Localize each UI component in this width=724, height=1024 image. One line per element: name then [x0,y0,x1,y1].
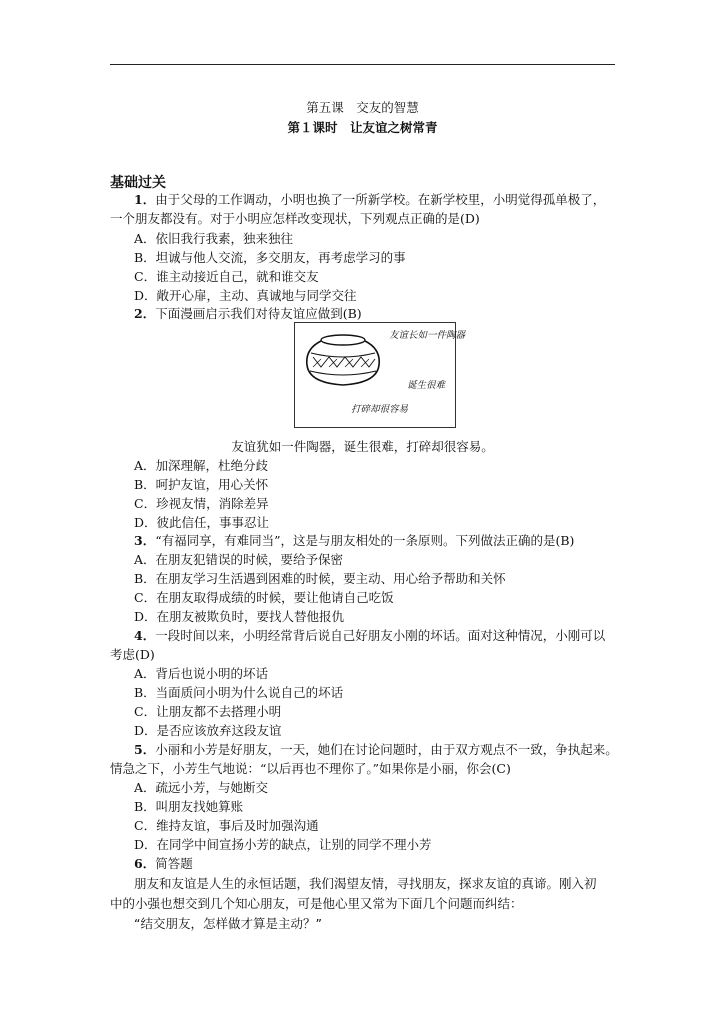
question-4-option-a: A．背后也说小明的坏话 [134,666,269,681]
question-3-number: 3． [134,533,156,548]
question-4-stem-line-1: 4．一段时间以来，小明经常背后说自己好朋友小刚的坏话。面对这种情况，小刚可以 [134,628,606,643]
question-1-option-c: C．谁主动接近自己，就和谁交友 [134,269,319,284]
question-3-option-b: B．在朋友学习生活遇到困难的时候，要主动、用心给予帮助和关怀 [134,571,506,586]
lesson-title: 第五课 交友的智慧 [306,100,419,115]
question-6-body-line-3: “结交朋友，怎样做才算是主动？” [134,916,322,931]
header-rule [110,64,615,65]
question-3-option-c: C．在朋友取得成绩的时候，要让他请自己吃饭 [134,590,394,605]
question-1-option-d: D．敞开心扉，主动、真诚地与同学交往 [134,288,357,303]
question-2-option-d: D．彼此信任，事事忍让 [134,515,270,530]
question-5-option-a: A．疏远小芳，与她断交 [134,780,269,795]
question-2-option-c: C．珍视友情，消除差异 [134,496,269,511]
question-4-option-d: D．是否应该放弃这段友谊 [134,723,282,738]
pottery-cartoon [294,322,466,428]
question-6-body-line-1: 朋友和友谊是人生的永恒话题，我们渴望友情，寻找朋友，探求友谊的真谛。刚入初 [134,876,597,891]
question-4-number: 4． [134,628,156,643]
question-3-option-d: D．在朋友被欺负时，要找人替他报仇 [134,609,345,624]
question-5-option-c: C．维持友谊，事后及时加强沟通 [134,818,319,833]
question-5-option-b: B．叫朋友找她算账 [134,799,244,814]
question-6-stem: 6．简答题 [134,856,193,871]
question-1-number: 1． [134,192,156,207]
question-2-option-b: B．呵护友谊，用心关怀 [134,477,269,492]
lesson-subtitle: 第１课时 让友谊之树常青 [287,120,438,135]
question-3-option-a: A．在朋友犯错误的时候，要给予保密 [134,552,344,567]
cartoon-text-1: 友谊长如一件陶器 [389,330,466,341]
question-5-option-d: D．在同学中间宣扬小芳的缺点，让别的同学不理小芳 [134,837,432,852]
question-3-stem: 3．“有福同享，有难同当”，这是与朋友相处的一条原则。下列做法正确的是(B) [134,533,575,548]
cartoon-text-3: 打碎却很容易 [351,404,409,415]
question-2-number: 2． [134,306,156,321]
question-1-option-a: A．依旧我行我素，独来独往 [134,231,294,246]
question-5-number: 5． [134,742,156,757]
question-4-option-b: B．当面质问小明为什么说自己的坏话 [134,685,344,700]
cartoon-caption: 友谊犹如一件陶器，诞生很难，打碎却很容易。 [231,439,494,454]
question-5-stem-line-1: 5．小丽和小芳是好朋友，一天，她们在讨论问题时，由于双方观点不一致，争执起来。 [134,742,618,757]
question-6-number: 6． [134,856,156,871]
question-4-option-c: C．让朋友都不去搭理小明 [134,704,282,719]
question-5-stem-line-2: 情急之下，小芳生气地说：“以后再也不理你了。”如果你是小丽，你会(C) [110,761,511,776]
question-4-stem-line-2: 考虑(D) [110,647,155,662]
question-1-stem-line-2: 一个朋友都没有。对于小明应怎样改变现状，下列观点正确的是(D) [110,211,480,226]
question-1-option-b: B．坦诚与他人交流，多交朋友，再考虑学习的事 [134,250,406,265]
cartoon-text-2: 诞生很难 [407,380,446,391]
question-1-stem-line-1: 1．由于父母的工作调动，小明也换了一所新学校。在新学校里，小明觉得孤单极了， [134,192,606,207]
question-6-body-line-2: 中的小强也想交到几个知心朋友，可是他心里又常为下面几个问题而纠结： [110,896,523,911]
section-title: 基础过关 [110,175,166,191]
question-2-option-a: A．加深理解，杜绝分歧 [134,458,269,473]
question-2-stem: 2．下面漫画启示我们对待友谊应做到(B) [134,306,362,321]
